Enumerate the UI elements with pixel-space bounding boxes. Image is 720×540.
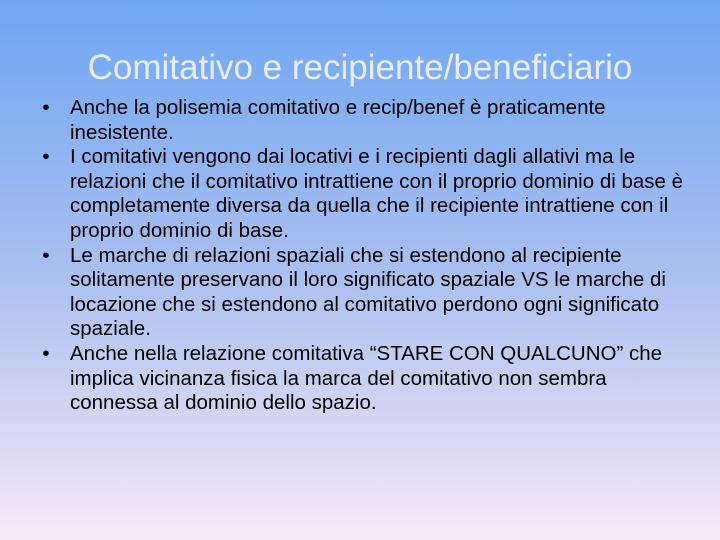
slide-title: Comitativo e recipiente/beneficiario bbox=[87, 48, 633, 87]
bullet-text: Le marche di relazioni spaziali che si estendono al recipiente solitamente preservano il loro significato spaziale VS le marche di locazione che si estendono al comitativo perdono ogni significato spaziale. bbox=[70, 243, 666, 341]
bullet-list bbox=[36, 96, 690, 416]
bullet-text: I comitativi vengono dai locativi e i recipienti dagli allativi ma le relazioni che il comitativo intrattiene con il proprio dominio di base è completamente diversa da quella che il recipiente intrattiene con il proprio dominio di base. bbox=[70, 145, 684, 242]
bullet-icon: • bbox=[42, 243, 50, 267]
bullet-item bbox=[36, 342, 690, 416]
bullet-item bbox=[36, 145, 690, 243]
bullet-text: Anche la polisemia comitativo e recip/benef è praticamente inesistente. bbox=[70, 96, 606, 144]
bullet-icon: • bbox=[42, 96, 50, 119]
bullet-text: Anche nella relazione comitativa “STARE CON QUALCUNO” che implica vicinanza fisica la marca del comitativo non sembra connessa al dominio dello spazio. bbox=[70, 341, 663, 415]
bullet-item bbox=[36, 96, 690, 145]
bullet-icon: • bbox=[42, 145, 50, 169]
bullet-icon: • bbox=[42, 341, 50, 365]
bullet-item bbox=[36, 244, 690, 342]
